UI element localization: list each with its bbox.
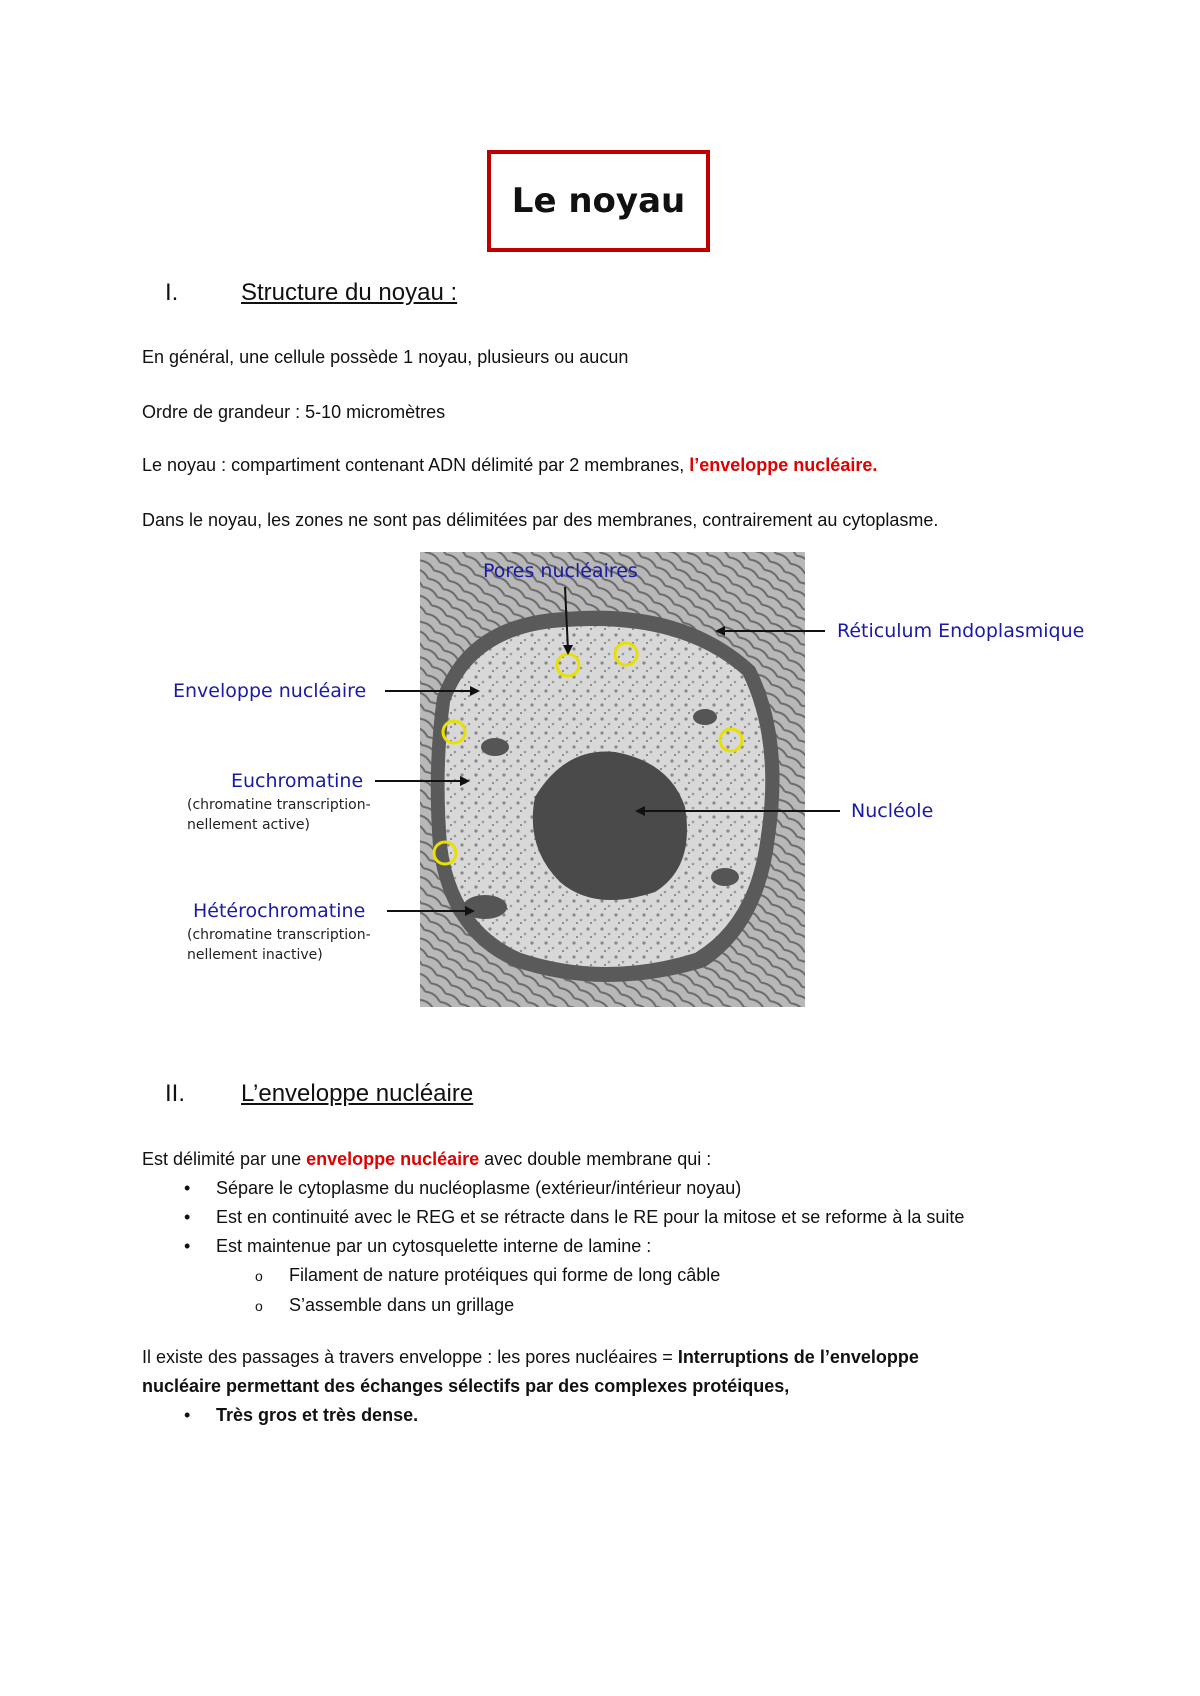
bullet-text: Est maintenue par un cytosquelette interne de lamine : bbox=[216, 1236, 652, 1256]
intro-highlight: enveloppe nucléaire bbox=[306, 1149, 480, 1169]
sub-bullet-item bbox=[255, 1295, 514, 1317]
pores-text: Il existe des passages à travers enveloppe : les pores nucléaires = bbox=[142, 1347, 678, 1367]
label-euchromatine: Euchromatine bbox=[231, 770, 364, 792]
section1-number: I. bbox=[165, 279, 179, 306]
intro-before: Est délimité par une bbox=[142, 1149, 307, 1169]
sub-bullet-item bbox=[255, 1265, 720, 1287]
page-title: Le noyau bbox=[511, 181, 686, 221]
section2-title: L’enveloppe nucléaire bbox=[241, 1080, 474, 1107]
title-box bbox=[487, 150, 710, 252]
label-heterochromatine-note-1: (chromatine transcription- bbox=[187, 927, 371, 943]
paragraph-3-text: Le noyau : compartiment contenant ADN délimité par 2 membranes, bbox=[142, 455, 690, 475]
section2-number: II. bbox=[165, 1080, 186, 1107]
bullet-item bbox=[184, 1207, 964, 1228]
bullet-dot: • bbox=[184, 1236, 191, 1256]
nucleus-figure bbox=[165, 547, 1085, 1047]
label-heterochromatine: Hétérochromatine bbox=[193, 900, 366, 922]
section1-paragraph-3 bbox=[142, 455, 877, 476]
pores-paragraph-line-2: nucléaire permettant des échanges sélectifs par des complexes protéiques, bbox=[142, 1376, 790, 1396]
label-euchromatine-note-1: (chromatine transcription- bbox=[187, 797, 371, 813]
bullet-item bbox=[184, 1236, 651, 1257]
label-euchromatine-note-2: nellement active) bbox=[187, 817, 310, 833]
section2-intro bbox=[142, 1149, 711, 1170]
heterochromatin-patch bbox=[481, 738, 509, 756]
intro-after: avec double membrane qui : bbox=[479, 1149, 712, 1169]
bullet-text: Est en continuité avec le REG et se rétracte dans le RE pour la mitose et se reforme à la suite bbox=[216, 1207, 965, 1227]
heterochromatin-patch bbox=[711, 868, 739, 886]
section2-heading bbox=[165, 1080, 473, 1108]
bold-bullet-text: Très gros et très dense. bbox=[216, 1405, 419, 1425]
bold-bullet-item bbox=[184, 1405, 418, 1426]
sub-bullet-text: Filament de nature protéiques qui forme de long câble bbox=[289, 1265, 721, 1285]
sub-bullet-marker: o bbox=[255, 1268, 263, 1284]
pores-bold-1: Interruptions de l’enveloppe bbox=[677, 1347, 919, 1367]
bullet-dot: • bbox=[184, 1405, 191, 1425]
section1-paragraph-2: Ordre de grandeur : 5-10 micromètres bbox=[142, 402, 446, 422]
bullet-text: Sépare le cytoplasme du nucléoplasme (extérieur/intérieur noyau) bbox=[216, 1178, 742, 1198]
heterochromatin-patch bbox=[693, 709, 717, 725]
label-reticulum: Réticulum Endoplasmique bbox=[837, 620, 1085, 642]
bullet-dot: • bbox=[184, 1178, 191, 1198]
sub-bullet-marker: o bbox=[255, 1298, 263, 1314]
paragraph-3-highlight: l’enveloppe nucléaire. bbox=[689, 455, 878, 475]
section1-title: Structure du noyau : bbox=[241, 279, 458, 306]
bullet-dot: • bbox=[184, 1207, 191, 1227]
section1-heading bbox=[165, 279, 457, 307]
label-enveloppe: Enveloppe nucléaire bbox=[173, 680, 367, 702]
label-heterochromatine-note-2: nellement inactive) bbox=[187, 947, 323, 963]
bullet-item bbox=[184, 1178, 741, 1199]
section1-paragraph-1: En général, une cellule possède 1 noyau, plusieurs ou aucun bbox=[142, 347, 629, 367]
heterochromatin-patch bbox=[463, 895, 507, 919]
label-nucleole: Nucléole bbox=[851, 800, 934, 822]
sub-bullet-text: S’assemble dans un grillage bbox=[289, 1295, 515, 1315]
label-pores: Pores nucléaires bbox=[483, 560, 638, 582]
section1-paragraph-4: Dans le noyau, les zones ne sont pas délimitées par des membranes, contrairement au cytoplasme. bbox=[142, 510, 939, 530]
pores-paragraph-line-1 bbox=[142, 1347, 919, 1368]
